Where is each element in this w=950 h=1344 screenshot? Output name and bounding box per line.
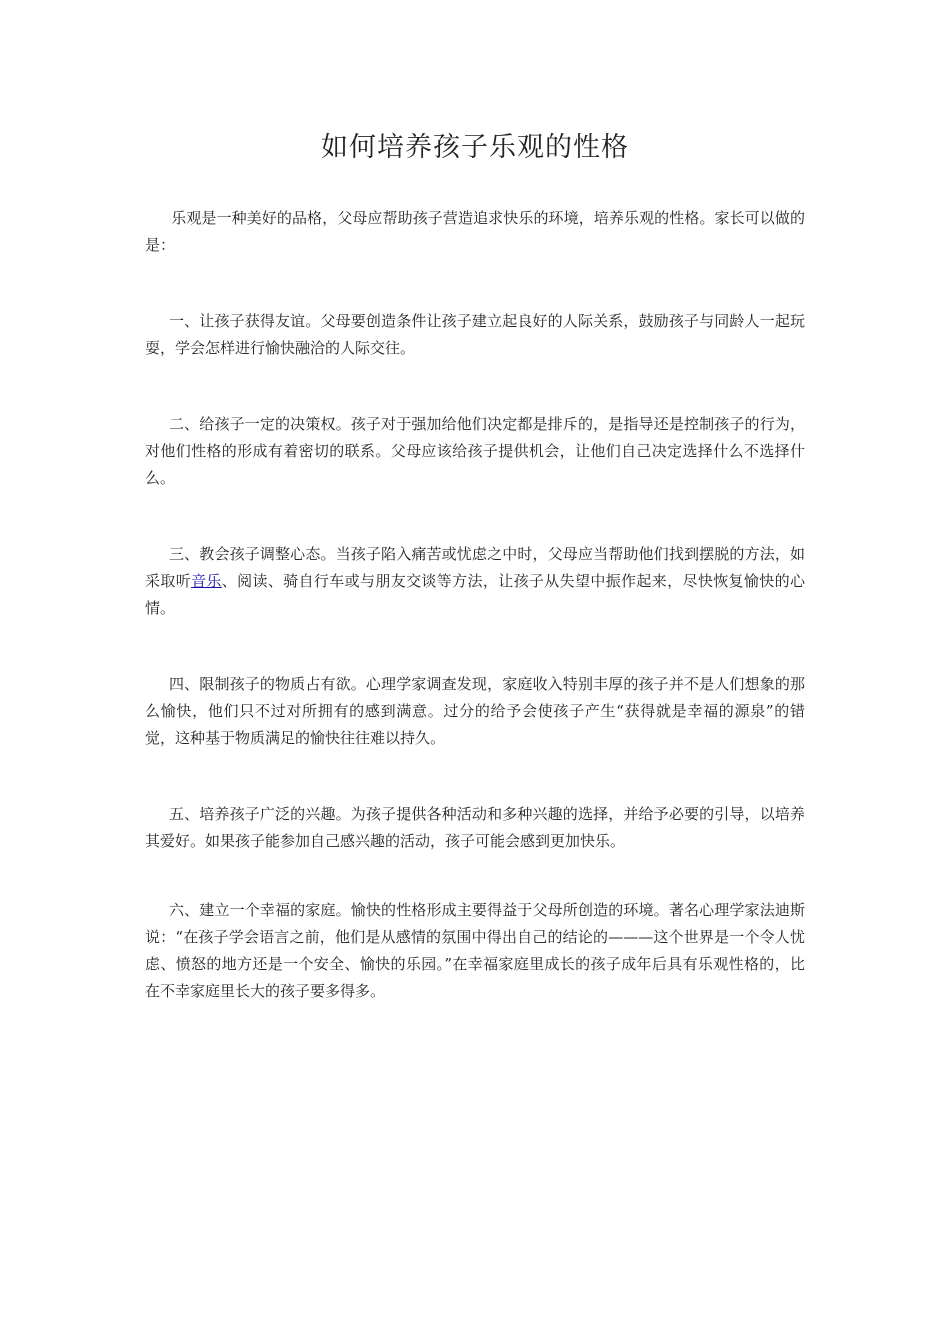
paragraph-broad-interests: 五、培养孩子广泛的兴趣。为孩子提供各种活动和多种兴趣的选择，并给予必要的引导，以培养其爱好。如果孩子能参加自己感兴趣的活动，孩子可能会感到更加快乐。 bbox=[145, 805, 805, 850]
paragraph-happy-family: 六、建立一个幸福的家庭。愉快的性格形成主要得益于父母所创造的环境。著名心理学家法迪斯说：“在孩子学会语言之前，他们是从感情的氛围中得出自己的结论的———这个世界是一个令人忧虑、愤怒的地方还是一个安全、愉快的乐园。”在幸福家庭里成长的孩子成年后具有乐观性格的，比在不幸家庭里长大的孩子要多得多。 bbox=[145, 901, 805, 1000]
paragraph-adjust-mindset bbox=[145, 541, 805, 622]
page-title: 如何培养孩子乐观的性格 bbox=[321, 132, 629, 163]
paragraph-text-before-link: 三、教会孩子调整心态。当孩子陷入痛苦或忧虑之中时，父母应当帮助他们找到摆脱的方法，如采取听 bbox=[145, 545, 805, 590]
paragraph-decision-right: 二、给孩子一定的决策权。孩子对于强加给他们决定都是排斥的，是指导还是控制孩子的行为，对他们性格的形成有着密切的联系。父母应该给孩子提供机会，让他们自己决定选择什么不选择什么。 bbox=[145, 415, 805, 487]
paragraph-limit-possession: 四、限制孩子的物质占有欲。心理学家调查发现，家庭收入特别丰厚的孩子并不是人们想象的那么愉快，他们只不过对所拥有的感到满意。过分的给予会使孩子产生“获得就是幸福的源泉”的错觉，这种基于物质满足的愉快往往难以持久。 bbox=[145, 675, 805, 747]
paragraph-text-after-link: 、阅读、骑自行车或与朋友交谈等方法，让孩子从失望中振作起来，尽快恢复愉快的心情。 bbox=[145, 572, 805, 617]
intro-paragraph: 乐观是一种美好的品格，父母应帮助孩子营造追求快乐的环境，培养乐观的性格。家长可以做的是： bbox=[145, 209, 805, 254]
document-body bbox=[145, 205, 805, 1054]
music-link[interactable]: 音乐 bbox=[191, 572, 222, 590]
paragraph-friendship: 一、让孩子获得友谊。父母要创造条件让孩子建立起良好的人际关系，鼓励孩子与同龄人一起玩耍，学会怎样进行愉快融洽的人际交往。 bbox=[145, 312, 805, 357]
